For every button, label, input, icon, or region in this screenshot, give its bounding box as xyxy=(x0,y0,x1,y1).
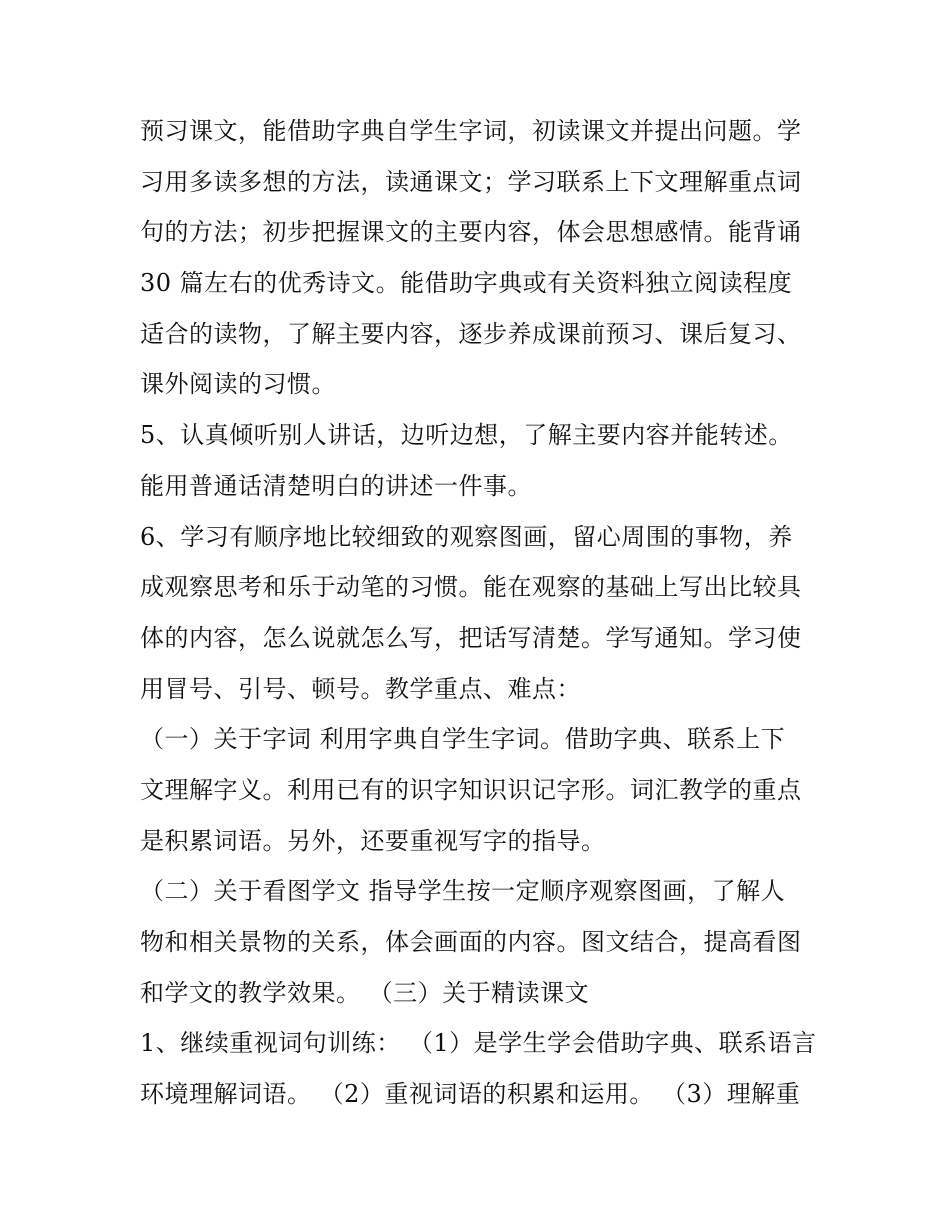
text-line: 课外阅读的习惯。 xyxy=(140,370,336,399)
text-line: （一）关于字词 利用字典自学生字词。借助字典、联系上下 xyxy=(140,725,786,754)
text-line: 30 篇左右的优秀诗文。能借助字典或有关资料独立阅读程度 xyxy=(140,269,793,298)
text-line: 用冒号、引号、顿号。教学重点、难点： xyxy=(140,674,581,703)
text-line: 能用普通话清楚明白的讲述一件事。 xyxy=(140,471,532,500)
body-text xyxy=(140,106,820,1120)
text-line: 和学文的教学效果。 （三）关于精读课文 xyxy=(140,978,590,1007)
text-line: 6、学习有顺序地比较细致的观察图画，留心周围的事物，养 xyxy=(140,522,793,551)
text-line: 体的内容，怎么说就怎么写，把话写清楚。学写通知。学习使 xyxy=(140,623,802,652)
text-line: 句的方法；初步把握课文的主要内容，体会思想感情。能背诵 xyxy=(140,218,802,247)
text-line: 1、继续重视词句训练： （1）是学生学会借助字典、联系语言 xyxy=(140,1029,817,1058)
text-line: 5、认真倾听别人讲话，边听边想，了解主要内容并能转述。 xyxy=(140,421,793,450)
text-line: 预习课文，能借助字典自学生字词，初读课文并提出问题。学 xyxy=(140,117,802,145)
text-line: 是积累词语。另外，还要重视写字的指导。 xyxy=(140,826,606,855)
text-line: （二）关于看图学文 指导学生按一定顺序观察图画，了解人 xyxy=(140,877,786,906)
text-line: 环境理解词语。 （2）重视词语的积累和运用。 （3）理解重 xyxy=(140,1080,801,1109)
text-line: 物和相关景物的关系，体会画面的内容。图文结合，提高看图 xyxy=(140,928,802,956)
text-line: 文理解字义。利用已有的识字知识识记字形。词汇教学的重点 xyxy=(140,775,802,804)
text-line: 适合的读物，了解主要内容，逐步养成课前预习、课后复习、 xyxy=(140,319,802,348)
text-line: 习用多读多想的方法，读通课文；学习联系上下文理解重点词 xyxy=(140,167,802,196)
text-line: 成观察思考和乐于动笔的习惯。能在观察的基础上写出比较具 xyxy=(140,573,802,602)
